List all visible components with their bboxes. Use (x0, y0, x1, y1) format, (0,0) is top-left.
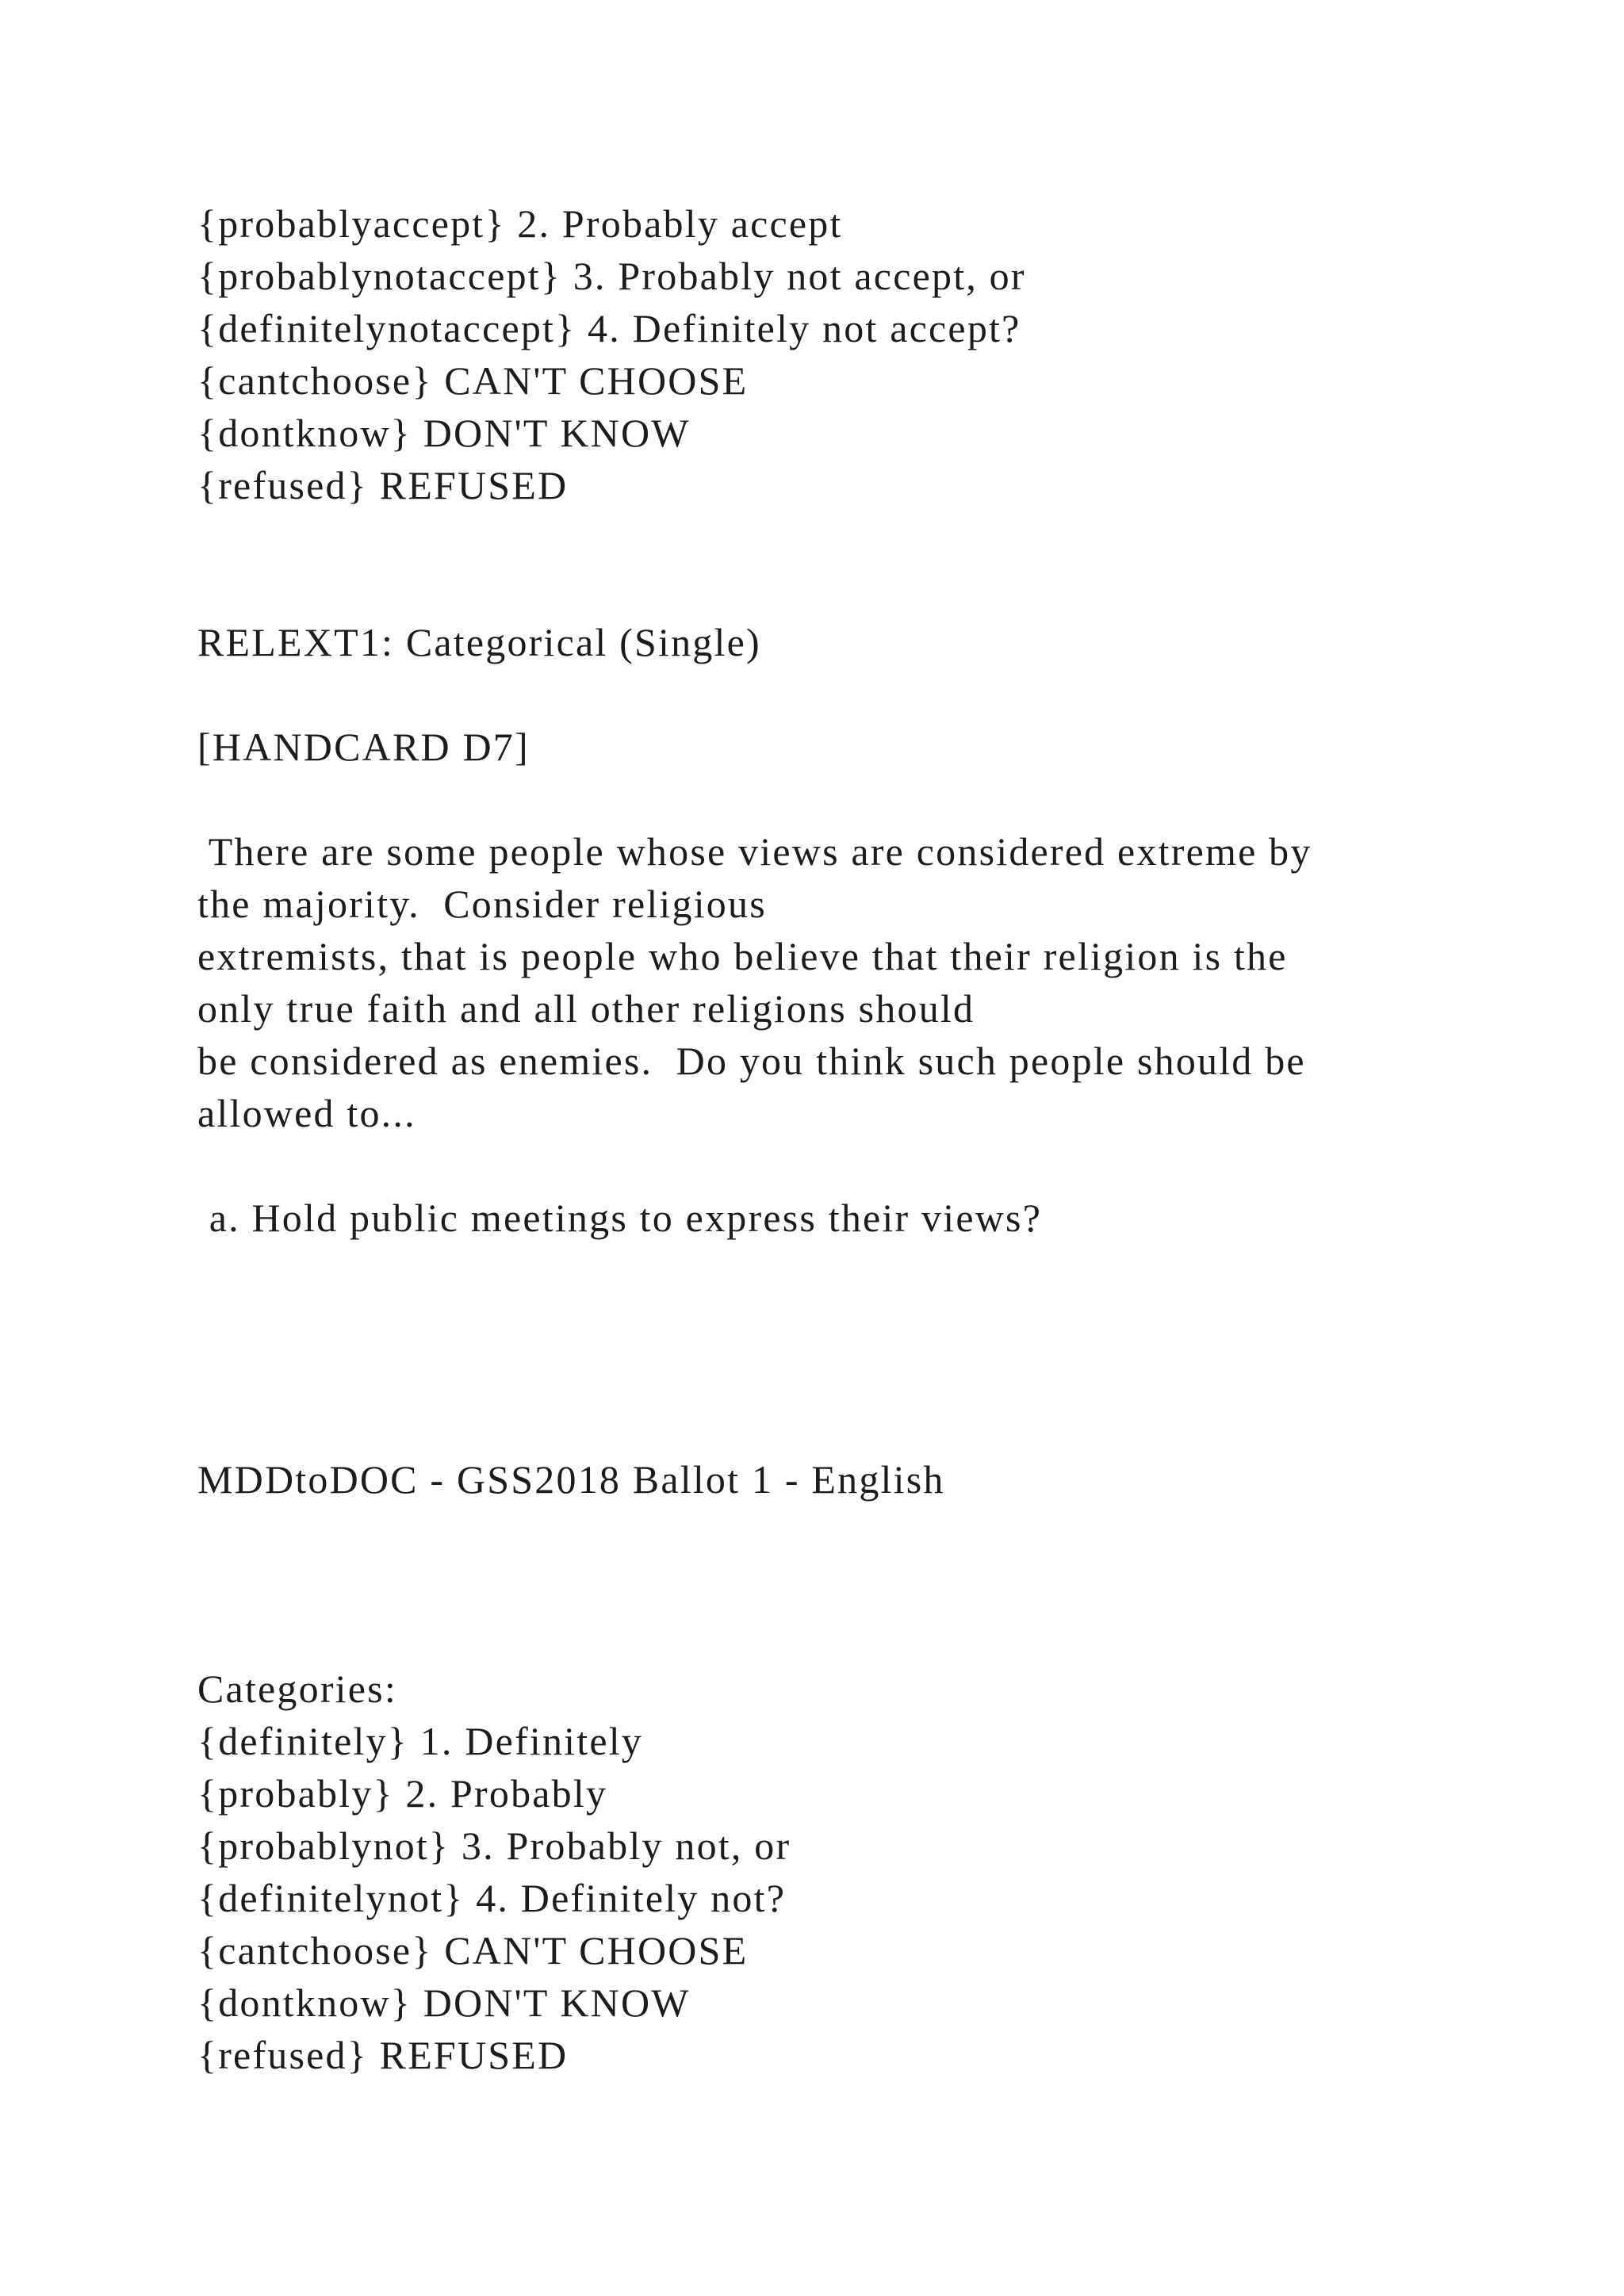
category-option: {definitelynot} 4. Definitely not? (197, 1876, 787, 1920)
question-text-line: allowed to... (197, 1091, 416, 1135)
question-subitem: a. Hold public meetings to express their views? (197, 1196, 1043, 1240)
question-text-line: There are some people whose views are considered extreme by (197, 829, 1312, 874)
category-option: {refused} REFUSED (197, 463, 569, 507)
question-header: RELEXT1: Categorical (Single) (197, 620, 761, 664)
category-option: {probablyaccept} 2. Probably accept (197, 201, 843, 246)
question-text-line: be considered as enemies. Do you think such people should be (197, 1039, 1306, 1083)
question-text-line: the majority. Consider religious (197, 882, 767, 926)
category-option: {dontknow} DON'T KNOW (197, 1980, 691, 2025)
category-option: {probablynotaccept} 3. Probably not accept, or (197, 254, 1026, 298)
document-title: MDDtoDOC - GSS2018 Ballot 1 - English (197, 1457, 945, 1502)
category-option: {refused} REFUSED (197, 2033, 569, 2077)
question-text-line: only true faith and all other religions should (197, 986, 975, 1031)
category-option: {definitely} 1. Definitely (197, 1719, 644, 1763)
question-text-line: extremists, that is people who believe that their religion is the (197, 934, 1288, 978)
category-option: {cantchoose} CAN'T CHOOSE (197, 358, 749, 403)
category-option: {definitelynotaccept} 4. Definitely not accept? (197, 306, 1021, 350)
handcard-label: [HANDCARD D7] (197, 725, 530, 769)
category-option: {probably} 2. Probably (197, 1771, 608, 1816)
category-option: {dontknow} DON'T KNOW (197, 411, 691, 455)
category-option: {cantchoose} CAN'T CHOOSE (197, 1928, 749, 1973)
categories-label: Categories: (197, 1667, 397, 1711)
category-option: {probablynot} 3. Probably not, or (197, 1823, 791, 1868)
